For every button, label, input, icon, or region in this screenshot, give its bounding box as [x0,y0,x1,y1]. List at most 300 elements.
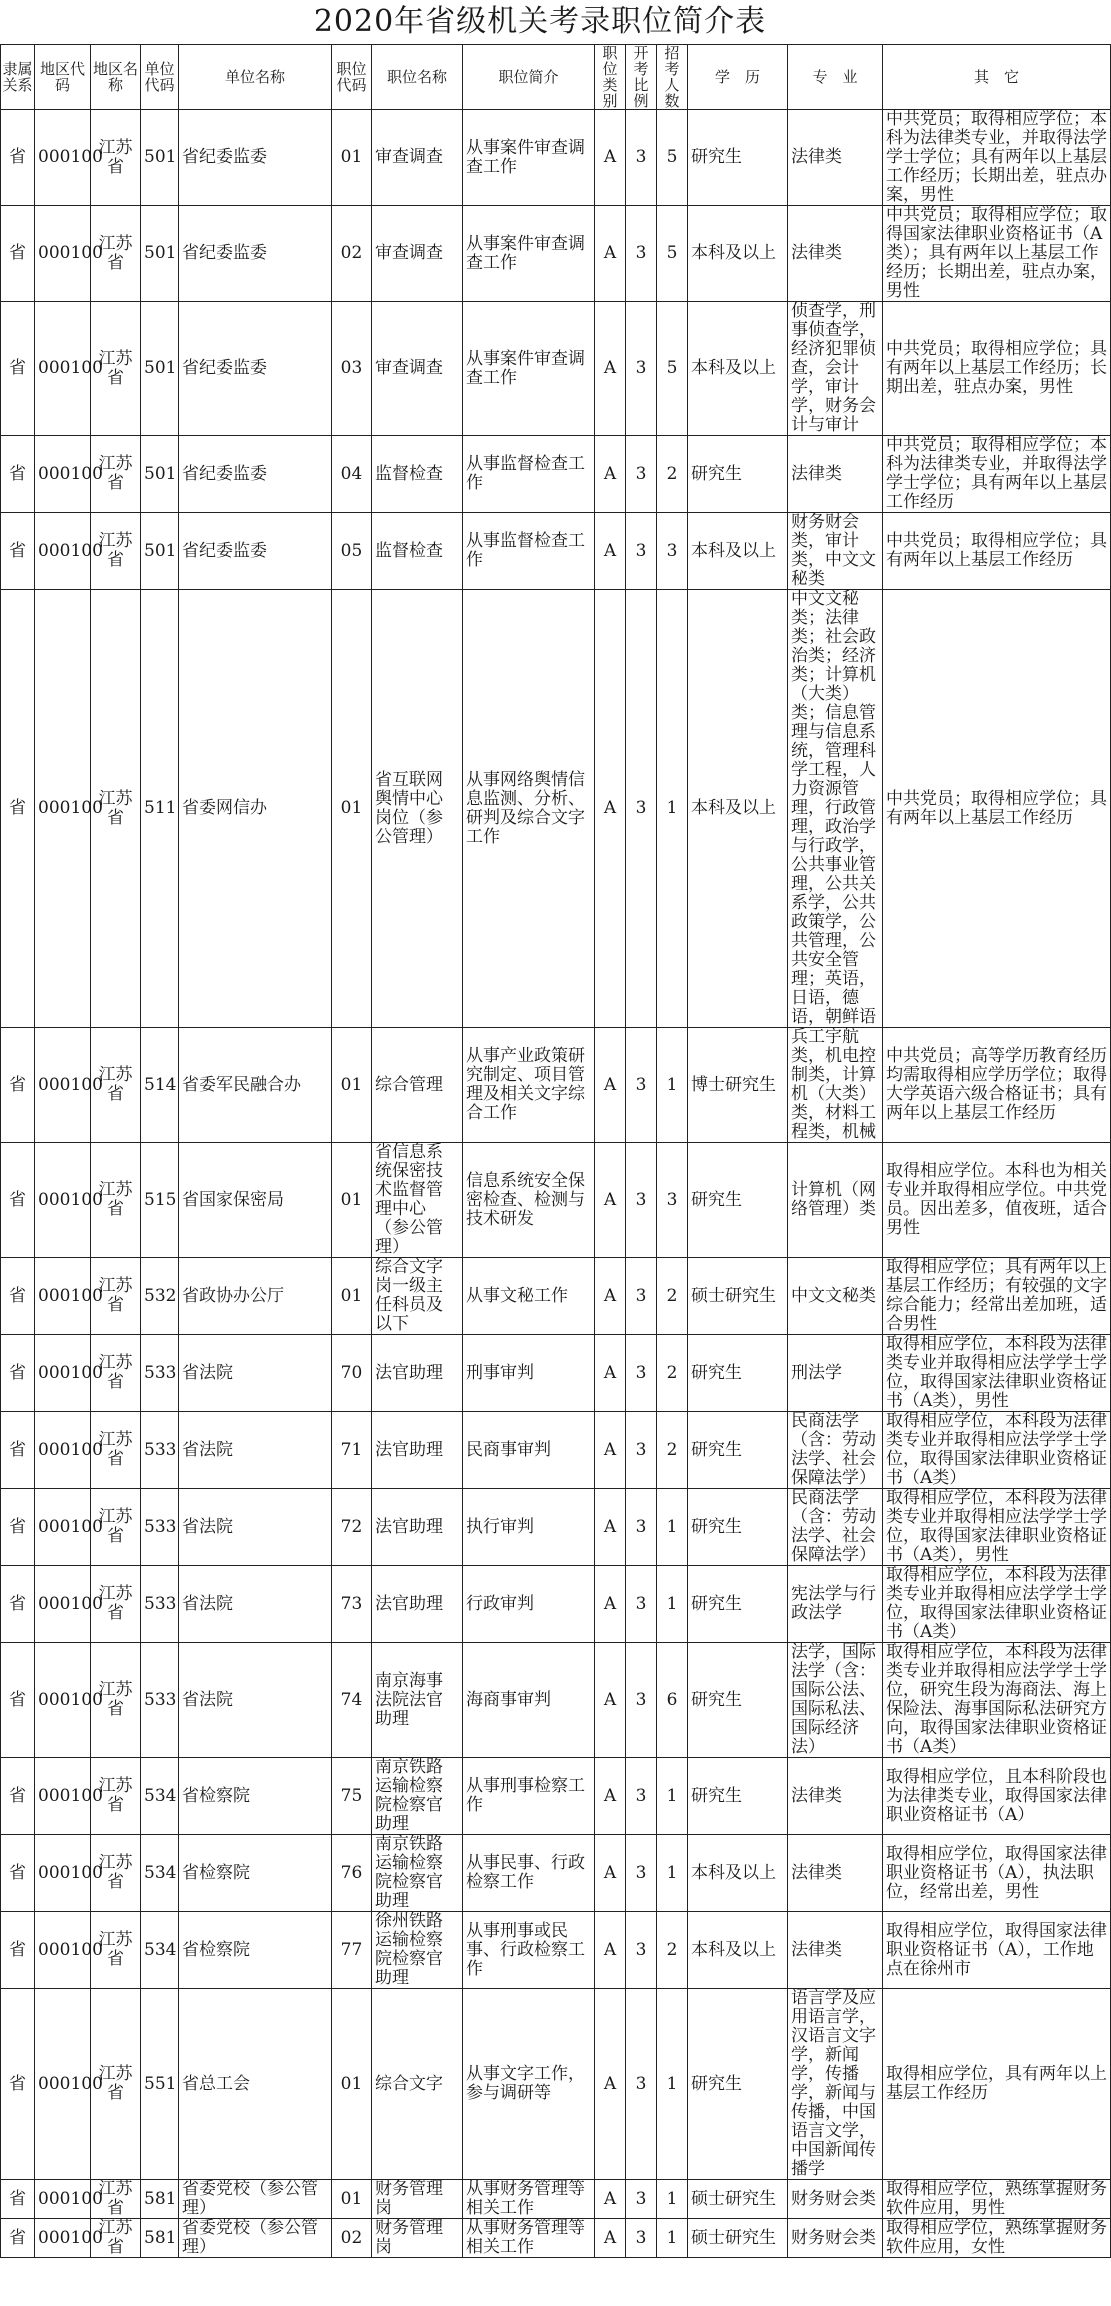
cell-affiliation: 省 [1,110,35,206]
cell-position-desc: 信息系统安全保密检查、检测与技术研发 [463,1143,595,1258]
cell-position-name: 南京海事法院法官助理 [372,1643,463,1758]
cell-major: 法律类 [788,206,883,302]
cell-position-category: A [595,1412,626,1489]
cell-unit-code: 534 [141,1912,179,1989]
cell-hire-count: 6 [657,1643,688,1758]
cell-hire-count: 1 [657,2219,688,2258]
cell-affiliation: 省 [1,1912,35,1989]
cell-other-requirements: 取得相应学位，本科段为法律类专业并取得相应法学学士学位，取得国家法律职业资格证书（A类），男性 [883,1335,1111,1412]
cell-unit-name: 省国家保密局 [179,1143,332,1258]
cell-region-name: 江苏省 [91,110,141,206]
cell-position-desc: 从事财务管理等相关工作 [463,2180,595,2219]
cell-affiliation: 省 [1,513,35,590]
cell-exam-ratio: 3 [626,1835,657,1912]
cell-position-name: 南京铁路运输检察院检察官助理 [372,1835,463,1912]
cell-region-code: 000100 [35,2180,91,2219]
cell-region-name: 江苏省 [91,513,141,590]
cell-region-name: 江苏省 [91,1912,141,1989]
cell-major: 计算机（网络管理）类 [788,1143,883,1258]
cell-unit-code: 581 [141,2180,179,2219]
cell-hire-count: 1 [657,1028,688,1143]
cell-position-desc: 从事案件审查调查工作 [463,302,595,436]
cell-major: 语言学及应用语言学，汉语言文字学，新闻学，传播学，新闻与传播，中国语言文学，中国新闻传播学 [788,1989,883,2180]
cell-unit-code: 515 [141,1143,179,1258]
cell-affiliation: 省 [1,1412,35,1489]
column-header-region-name: 地区名称 [91,45,141,110]
cell-major: 侦查学，刑事侦查学，经济犯罪侦查，会计学，审计学，财务会计与审计 [788,302,883,436]
cell-education: 本科及以上 [688,1912,788,1989]
cell-other-requirements: 取得相应学位，本科段为法律类专业并取得相应法学学士学位，研究生段为海商法、海上保险法、海事国际私法研究方向，取得国家法律职业资格证书（A类） [883,1643,1111,1758]
cell-unit-name: 省检察院 [179,1835,332,1912]
column-header-position-desc: 职位简介 [463,45,595,110]
cell-unit-name: 省纪委监委 [179,436,332,513]
cell-exam-ratio: 3 [626,1758,657,1835]
cell-hire-count: 1 [657,590,688,1028]
cell-unit-code: 501 [141,206,179,302]
table-row [1,1258,1111,1335]
cell-position-desc: 从事财务管理等相关工作 [463,2219,595,2258]
cell-position-desc: 执行审判 [463,1489,595,1566]
cell-position-name: 财务管理岗 [372,2180,463,2219]
cell-region-name: 江苏省 [91,206,141,302]
cell-major: 法学，国际法学（含：国际公法、国际私法、国际经济法） [788,1643,883,1758]
cell-position-name: 徐州铁路运输检察院检察官助理 [372,1912,463,1989]
cell-exam-ratio: 3 [626,2219,657,2258]
cell-unit-code: 533 [141,1489,179,1566]
cell-position-name: 综合文字 [372,1989,463,2180]
cell-position-name: 财务管理岗 [372,2219,463,2258]
cell-position-desc: 从事网络舆情信息监测、分析、研判及综合文字工作 [463,590,595,1028]
cell-unit-name: 省检察院 [179,1912,332,1989]
cell-position-code: 70 [332,1335,372,1412]
cell-education: 本科及以上 [688,1835,788,1912]
cell-region-name: 江苏省 [91,2180,141,2219]
cell-region-name: 江苏省 [91,436,141,513]
cell-position-category: A [595,110,626,206]
cell-education: 硕士研究生 [688,2219,788,2258]
cell-region-name: 江苏省 [91,1143,141,1258]
table-row [1,302,1111,436]
cell-exam-ratio: 3 [626,1566,657,1643]
cell-position-category: A [595,2180,626,2219]
cell-affiliation: 省 [1,1566,35,1643]
cell-position-category: A [595,590,626,1028]
cell-position-desc: 从事监督检查工作 [463,436,595,513]
column-header-unit-code: 单位代码 [141,45,179,110]
column-header-region-code: 地区代码 [35,45,91,110]
cell-hire-count: 2 [657,436,688,513]
cell-hire-count: 5 [657,110,688,206]
cell-education: 研究生 [688,1989,788,2180]
cell-unit-name: 省委军民融合办 [179,1028,332,1143]
cell-affiliation: 省 [1,1028,35,1143]
cell-region-code: 000100 [35,1912,91,1989]
cell-unit-name: 省法院 [179,1643,332,1758]
cell-affiliation: 省 [1,1835,35,1912]
cell-other-requirements: 中共党员；取得相应学位；本科为法律类专业，并取得法学学士学位；具有两年以上基层工作经历 [883,436,1111,513]
cell-unit-name: 省政协办公厅 [179,1258,332,1335]
column-header-position-name: 职位名称 [372,45,463,110]
table-row [1,1912,1111,1989]
cell-position-code: 01 [332,1143,372,1258]
cell-position-code: 04 [332,436,372,513]
cell-unit-name: 省法院 [179,1412,332,1489]
table-row [1,1028,1111,1143]
column-header-education: 学 历 [688,45,788,110]
cell-exam-ratio: 3 [626,1335,657,1412]
table-row [1,206,1111,302]
cell-position-code: 03 [332,302,372,436]
table-row [1,110,1111,206]
cell-exam-ratio: 3 [626,1412,657,1489]
cell-position-code: 01 [332,2180,372,2219]
cell-unit-name: 省委党校（参公管理） [179,2180,332,2219]
cell-unit-code: 533 [141,1643,179,1758]
cell-hire-count: 1 [657,2180,688,2219]
cell-hire-count: 2 [657,1335,688,1412]
cell-region-code: 000100 [35,1143,91,1258]
cell-position-desc: 从事民事、行政检察工作 [463,1835,595,1912]
cell-education: 研究生 [688,1566,788,1643]
cell-position-desc: 从事案件审查调查工作 [463,206,595,302]
cell-education: 研究生 [688,1489,788,1566]
column-header-position-code: 职位代码 [332,45,372,110]
table-row [1,1143,1111,1258]
cell-unit-code: 534 [141,1835,179,1912]
cell-region-code: 000100 [35,1989,91,2180]
cell-exam-ratio: 3 [626,513,657,590]
cell-position-category: A [595,1335,626,1412]
table-row [1,436,1111,513]
cell-other-requirements: 取得相应学位，且本科阶段也为法律类专业，取得国家法律职业资格证书（A） [883,1758,1111,1835]
cell-region-code: 000100 [35,206,91,302]
table-row [1,1758,1111,1835]
column-header-affiliation: 隶属关系 [1,45,35,110]
cell-region-code: 000100 [35,1758,91,1835]
cell-hire-count: 1 [657,1758,688,1835]
cell-unit-code: 501 [141,436,179,513]
cell-position-name: 南京铁路运输检察院检察官助理 [372,1758,463,1835]
cell-position-code: 75 [332,1758,372,1835]
cell-position-name: 法官助理 [372,1566,463,1643]
cell-position-name: 法官助理 [372,1489,463,1566]
cell-region-code: 000100 [35,302,91,436]
cell-unit-name: 省总工会 [179,1989,332,2180]
column-header-exam-ratio: 开考比例 [626,45,657,110]
cell-other-requirements: 中共党员；取得相应学位；具有两年以上基层工作经历；长期出差，驻点办案，男性 [883,302,1111,436]
cell-region-code: 000100 [35,436,91,513]
cell-exam-ratio: 3 [626,1489,657,1566]
cell-affiliation: 省 [1,206,35,302]
cell-position-category: A [595,1143,626,1258]
cell-hire-count: 1 [657,1489,688,1566]
cell-major: 法律类 [788,1758,883,1835]
cell-position-code: 72 [332,1489,372,1566]
cell-exam-ratio: 3 [626,1143,657,1258]
cell-major: 法律类 [788,110,883,206]
cell-education: 研究生 [688,1412,788,1489]
cell-other-requirements: 取得相应学位，本科段为法律类专业并取得相应法学学士学位，取得国家法律职业资格证书（A类） [883,1566,1111,1643]
cell-other-requirements: 取得相应学位，熟练掌握财务软件应用，男性 [883,2180,1111,2219]
cell-position-name: 省信息系统保密技术监督管理中心（参公管理） [372,1143,463,1258]
cell-affiliation: 省 [1,1489,35,1566]
column-header-major: 专 业 [788,45,883,110]
cell-affiliation: 省 [1,436,35,513]
cell-region-name: 江苏省 [91,1258,141,1335]
cell-position-desc: 从事刑事或民事、行政检察工作 [463,1912,595,1989]
cell-hire-count: 1 [657,1566,688,1643]
cell-other-requirements: 取得相应学位，取得国家法律职业资格证书（A），执法职位，经常出差，男性 [883,1835,1111,1912]
cell-position-category: A [595,513,626,590]
cell-major: 中文文秘类 [788,1258,883,1335]
cell-region-code: 000100 [35,1412,91,1489]
cell-region-name: 江苏省 [91,1989,141,2180]
cell-position-code: 77 [332,1912,372,1989]
cell-hire-count: 3 [657,513,688,590]
cell-other-requirements: 中共党员；高等学历教育经历均需取得相应学历学位；取得大学英语六级合格证书；具有两年以上基层工作经历 [883,1028,1111,1143]
cell-affiliation: 省 [1,1335,35,1412]
cell-region-code: 000100 [35,1489,91,1566]
cell-position-category: A [595,1989,626,2180]
cell-other-requirements: 取得相应学位，具有两年以上基层工作经历 [883,1989,1111,2180]
table-row [1,513,1111,590]
cell-position-code: 01 [332,1028,372,1143]
cell-unit-code: 501 [141,302,179,436]
table-row [1,1643,1111,1758]
cell-education: 研究生 [688,1643,788,1758]
column-header-unit-name: 单位名称 [179,45,332,110]
cell-region-code: 000100 [35,110,91,206]
table-row [1,1989,1111,2180]
cell-position-code: 74 [332,1643,372,1758]
cell-region-code: 000100 [35,513,91,590]
cell-unit-code: 533 [141,1566,179,1643]
positions-table [0,44,1111,2258]
cell-exam-ratio: 3 [626,590,657,1028]
cell-region-code: 000100 [35,1643,91,1758]
cell-affiliation: 省 [1,590,35,1028]
cell-position-desc: 民商事审判 [463,1412,595,1489]
cell-position-name: 省互联网舆情中心岗位（参公管理） [372,590,463,1028]
table-row [1,2180,1111,2219]
cell-region-name: 江苏省 [91,1566,141,1643]
cell-hire-count: 1 [657,1989,688,2180]
cell-region-name: 江苏省 [91,2219,141,2258]
cell-region-name: 江苏省 [91,1835,141,1912]
cell-region-name: 江苏省 [91,1643,141,1758]
cell-unit-code: 501 [141,513,179,590]
cell-unit-code: 532 [141,1258,179,1335]
cell-other-requirements: 取得相应学位。本科也为相关专业并取得相应学位。中共党员。因出差多，值夜班，适合男性 [883,1143,1111,1258]
cell-position-category: A [595,302,626,436]
cell-unit-name: 省法院 [179,1335,332,1412]
cell-unit-name: 省纪委监委 [179,110,332,206]
column-header-hire-count: 招考人数 [657,45,688,110]
table-row [1,1412,1111,1489]
cell-education: 研究生 [688,436,788,513]
cell-position-code: 01 [332,1258,372,1335]
cell-position-code: 76 [332,1835,372,1912]
cell-major: 民商法学（含：劳动法学、社会保障法学） [788,1412,883,1489]
cell-position-name: 审查调查 [372,206,463,302]
cell-affiliation: 省 [1,1143,35,1258]
cell-region-code: 000100 [35,1028,91,1143]
cell-unit-name: 省法院 [179,1566,332,1643]
cell-major: 法律类 [788,1835,883,1912]
cell-hire-count: 2 [657,1912,688,1989]
cell-major: 兵工宇航类，机电控制类，计算机（大类）类，材料工程类，机械 [788,1028,883,1143]
cell-major: 宪法学与行政法学 [788,1566,883,1643]
cell-region-name: 江苏省 [91,1412,141,1489]
cell-position-category: A [595,1566,626,1643]
cell-region-name: 江苏省 [91,1028,141,1143]
cell-position-desc: 从事刑事检察工作 [463,1758,595,1835]
cell-unit-name: 省检察院 [179,1758,332,1835]
cell-position-name: 法官助理 [372,1412,463,1489]
cell-major: 刑法学 [788,1335,883,1412]
cell-education: 研究生 [688,1758,788,1835]
cell-hire-count: 2 [657,1412,688,1489]
cell-position-category: A [595,1835,626,1912]
cell-unit-name: 省法院 [179,1489,332,1566]
cell-major: 财务财会类 [788,2219,883,2258]
cell-major: 法律类 [788,436,883,513]
cell-region-name: 江苏省 [91,1335,141,1412]
cell-education: 研究生 [688,1143,788,1258]
cell-education: 硕士研究生 [688,1258,788,1335]
cell-position-desc: 从事案件审查调查工作 [463,110,595,206]
cell-affiliation: 省 [1,2219,35,2258]
table-row [1,1489,1111,1566]
cell-major: 财务财会类 [788,2180,883,2219]
cell-position-name: 审查调查 [372,110,463,206]
cell-position-name: 监督检查 [372,513,463,590]
cell-unit-name: 省纪委监委 [179,302,332,436]
cell-position-category: A [595,1258,626,1335]
table-row [1,1835,1111,1912]
cell-region-code: 000100 [35,590,91,1028]
cell-position-category: A [595,2219,626,2258]
cell-exam-ratio: 3 [626,302,657,436]
cell-education: 本科及以上 [688,302,788,436]
cell-unit-name: 省委网信办 [179,590,332,1028]
cell-position-category: A [595,1758,626,1835]
cell-hire-count: 1 [657,1835,688,1912]
cell-major: 民商法学（含：劳动法学、社会保障法学） [788,1489,883,1566]
cell-position-desc: 刑事审判 [463,1335,595,1412]
cell-affiliation: 省 [1,302,35,436]
cell-affiliation: 省 [1,1758,35,1835]
cell-education: 硕士研究生 [688,2180,788,2219]
cell-position-code: 71 [332,1412,372,1489]
cell-other-requirements: 中共党员；取得相应学位；取得国家法律职业资格证书（A类）；具有两年以上基层工作经历；长期出差，驻点办案，男性 [883,206,1111,302]
cell-education: 本科及以上 [688,590,788,1028]
cell-other-requirements: 中共党员；取得相应学位；具有两年以上基层工作经历 [883,590,1111,1028]
cell-unit-code: 551 [141,1989,179,2180]
cell-position-name: 综合文字岗一级主任科员及以下 [372,1258,463,1335]
cell-position-code: 01 [332,1989,372,2180]
cell-exam-ratio: 3 [626,1258,657,1335]
cell-region-code: 000100 [35,1258,91,1335]
cell-unit-name: 省纪委监委 [179,513,332,590]
cell-exam-ratio: 3 [626,2180,657,2219]
cell-unit-name: 省纪委监委 [179,206,332,302]
cell-position-desc: 从事产业政策研究制定、项目管理及相关文字综合工作 [463,1028,595,1143]
cell-position-desc: 从事文秘工作 [463,1258,595,1335]
cell-exam-ratio: 3 [626,1028,657,1143]
cell-position-category: A [595,1028,626,1143]
cell-position-category: A [595,1912,626,1989]
cell-region-code: 000100 [35,2219,91,2258]
cell-other-requirements: 取得相应学位；具有两年以上基层工作经历；有较强的文字综合能力；经常出差加班，适合男性 [883,1258,1111,1335]
cell-hire-count: 5 [657,206,688,302]
cell-hire-count: 2 [657,1258,688,1335]
cell-exam-ratio: 3 [626,206,657,302]
cell-unit-name: 省委党校（参公管理） [179,2219,332,2258]
cell-position-name: 法官助理 [372,1335,463,1412]
cell-position-category: A [595,1489,626,1566]
cell-affiliation: 省 [1,1989,35,2180]
table-row [1,2219,1111,2258]
cell-region-name: 江苏省 [91,590,141,1028]
cell-exam-ratio: 3 [626,1643,657,1758]
cell-region-code: 000100 [35,1566,91,1643]
cell-education: 研究生 [688,1335,788,1412]
cell-region-code: 000100 [35,1335,91,1412]
cell-hire-count: 3 [657,1143,688,1258]
cell-education: 研究生 [688,110,788,206]
cell-region-code: 000100 [35,1835,91,1912]
table-header-row [1,45,1111,110]
table-row [1,590,1111,1028]
cell-position-desc: 行政审判 [463,1566,595,1643]
cell-major: 财务财会类，审计类，中文文秘类 [788,513,883,590]
column-header-position-category: 职位类别 [595,45,626,110]
cell-other-requirements: 中共党员；取得相应学位；具有两年以上基层工作经历 [883,513,1111,590]
cell-affiliation: 省 [1,1258,35,1335]
cell-position-desc: 从事文字工作，参与调研等 [463,1989,595,2180]
cell-region-name: 江苏省 [91,302,141,436]
cell-unit-code: 501 [141,110,179,206]
cell-unit-code: 514 [141,1028,179,1143]
cell-position-code: 05 [332,513,372,590]
cell-other-requirements: 取得相应学位，熟练掌握财务软件应用，女性 [883,2219,1111,2258]
cell-other-requirements: 取得相应学位，本科段为法律类专业并取得相应法学学士学位，取得国家法律职业资格证书（A类），男性 [883,1489,1111,1566]
cell-exam-ratio: 3 [626,110,657,206]
column-header-other-requirements: 其 它 [883,45,1111,110]
cell-education: 博士研究生 [688,1028,788,1143]
cell-position-name: 监督检查 [372,436,463,513]
cell-exam-ratio: 3 [626,436,657,513]
cell-hire-count: 5 [657,302,688,436]
cell-position-desc: 海商事审判 [463,1643,595,1758]
cell-position-code: 01 [332,590,372,1028]
table-row [1,1566,1111,1643]
cell-position-category: A [595,206,626,302]
cell-unit-code: 533 [141,1335,179,1412]
cell-major: 中文文秘类；法律类；社会政治类；经济类；计算机（大类）类；信息管理与信息系统，管理科学工程，人力资源管理，行政管理，政治学与行政学，公共事业管理，公共关系学，公共政策学，公共管理，公共安全管理；英语，日语，德语，朝鲜语 [788,590,883,1028]
page-title: 2020年省级机关考录职位简介表 [313,4,767,39]
cell-unit-code: 533 [141,1412,179,1489]
cell-education: 本科及以上 [688,206,788,302]
cell-position-code: 02 [332,2219,372,2258]
cell-position-category: A [595,1643,626,1758]
table-row [1,1335,1111,1412]
cell-affiliation: 省 [1,1643,35,1758]
cell-position-category: A [595,436,626,513]
cell-position-name: 审查调查 [372,302,463,436]
cell-position-code: 02 [332,206,372,302]
